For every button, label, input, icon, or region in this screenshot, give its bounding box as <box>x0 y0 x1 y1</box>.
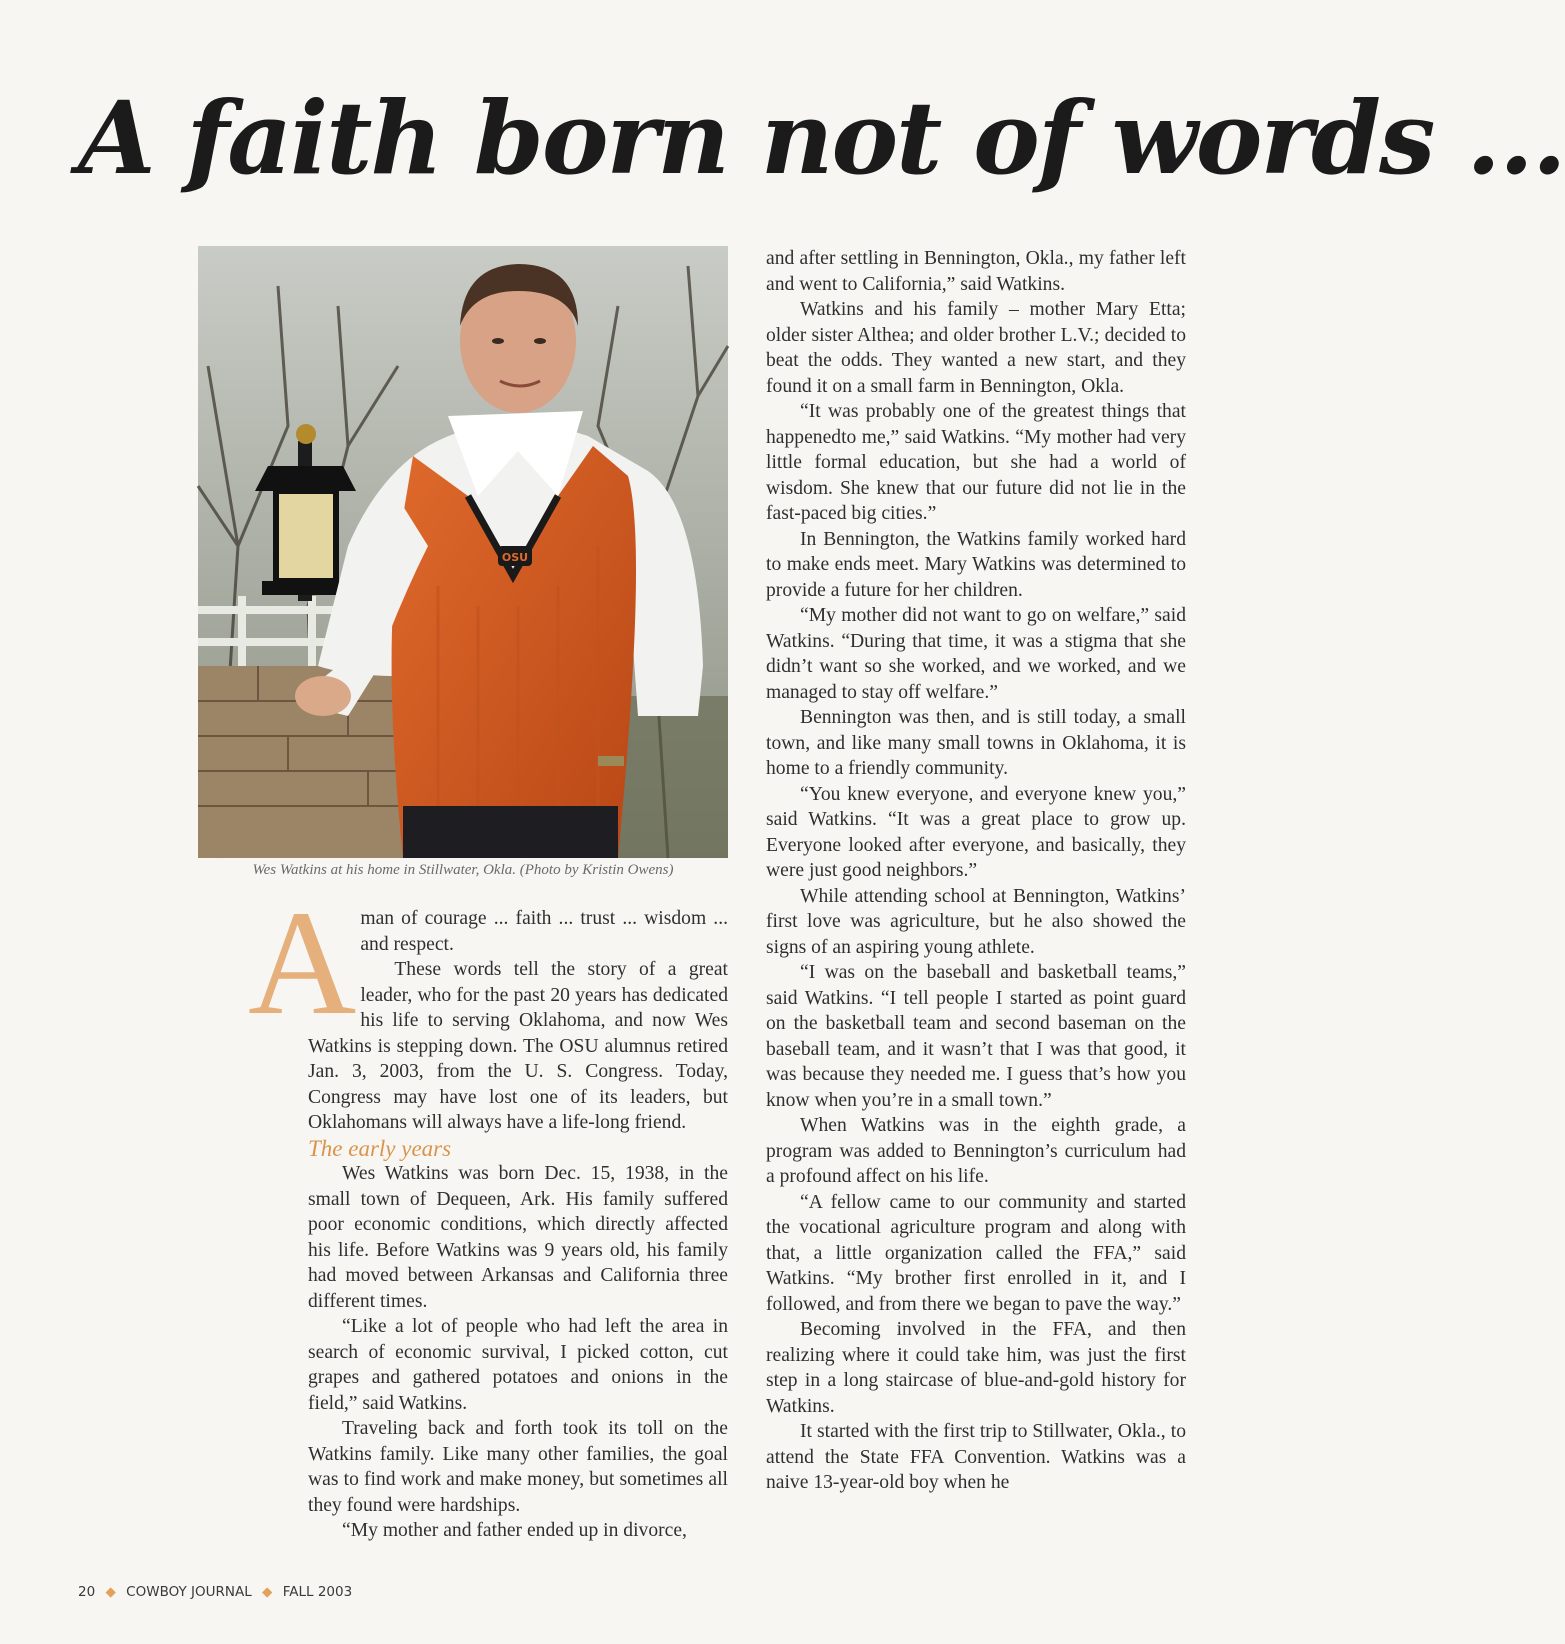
page-number: 20 <box>78 1584 96 1600</box>
body-paragraph: Traveling back and forth took its toll on the Watkins family. Like many other families, the goal was to find work and make money, but sometimes all they found were hardships. <box>308 1418 728 1516</box>
body-paragraph: In Bennington, the Watkins family worked hard to make ends meet. Mary Watkins was determined to provide a future for her children. <box>766 528 1186 601</box>
body-paragraph: Bennington was then, and is still today, a small town, and like many small towns in Oklahoma, it is home to a friendly community. <box>766 707 1186 779</box>
portrait-illustration <box>198 246 728 858</box>
body-paragraph: “My mother and father ended up in divorce, <box>342 1520 687 1541</box>
body-paragraph: “You knew everyone, and everyone knew you,” said Watkins. “It was a great place to grow up. Everyone looked after everyone, and basically, they were just good neighbors.” <box>766 783 1186 881</box>
intro-paragraph: man of courage ... faith ... trust ... wisdom ... and respect. <box>360 908 728 955</box>
vest-logo: OSU <box>501 551 529 564</box>
drop-cap: A <box>248 880 357 1046</box>
body-paragraph: While attending school at Bennington, Watkins’ first love was agriculture, but he also showed the signs of an aspiring young athlete. <box>766 885 1186 958</box>
body-paragraph: It started with the first trip to Stillwater, Okla., to attend the State FFA Convention. Watkins was a naive 13-year-old boy when he <box>766 1421 1186 1493</box>
body-paragraph: Becoming involved in the FFA, and then realizing where it could take him, was just the first step in a long staircase of blue-and-gold history for Watkins. <box>766 1319 1186 1417</box>
intro-block <box>248 880 728 1136</box>
body-paragraph: When Watkins was in the eighth grade, a program was added to Bennington’s curriculum had a profound affect on his life. <box>766 1115 1186 1187</box>
page-footer <box>78 1584 352 1600</box>
intro-paragraph: These words tell the story of a great leader, who for the past 20 years has dedicated his life to serving Oklahoma, and now Wes Watkins is stepping down. The OSU alumnus retired Jan. 3, 2003, from the U. S. Congress. Today, Congress may have lost one of its leaders, but Oklahomans will always have a life-long friend. <box>308 959 728 1133</box>
diamond-separator-icon: ◆ <box>262 1584 273 1600</box>
issue-label: FALL 2003 <box>282 1584 353 1600</box>
diamond-separator-icon: ◆ <box>105 1584 116 1600</box>
publication-name: COWBOY JOURNAL <box>126 1584 252 1600</box>
body-paragraph: “A fellow came to our community and started the vocational agriculture program and along with that, a little organization called the FFA,” said Watkins. “My brother first enrolled in it, and I followed, and from there we began to pave the way.” <box>766 1191 1186 1315</box>
article-column-left <box>248 880 728 1544</box>
article-headline: A faith born not of words ... <box>78 79 1565 197</box>
body-paragraph: and after settling in Bennington, Okla., my father left and went to California,” said Watkins. <box>766 248 1186 295</box>
photo-caption: Wes Watkins at his home in Stillwater, Okla. (Photo by Kristin Owens) <box>252 862 674 878</box>
body-paragraph: “Like a lot of people who had left the area in search of economic survival, I picked cotton, cut grapes and gathered potatoes and onions in the field,” said Watkins. <box>308 1316 728 1414</box>
body-paragraph: “It was probably one of the greatest things that happenedto me,” said Watkins. “My mother had very little formal education, but she had a world of wisdom. She knew that our future did not lie in the fast-paced big cities.” <box>766 401 1186 524</box>
body-paragraph: Watkins and his family – mother Mary Etta; older sister Althea; and older brother L.V.; decided to beat the odds. They wanted a new start, and they found it on a small farm in Bennington, Okla. <box>766 299 1186 397</box>
article-column-right <box>766 246 1186 1496</box>
body-paragraph: “I was on the baseball and basketball teams,” said Watkins. “I tell people I started as point guard on the basketball team and second baseman on the baseball team, and it wasn’t that I was that good, it was because they needed me. I guess that’s how you know when you’re in a small town.” <box>766 962 1186 1111</box>
article-photo <box>198 246 728 858</box>
body-paragraph: Wes Watkins was born Dec. 15, 1938, in the small town of Dequeen, Ark. His family suffered poor economic conditions, which directly affected his life. Before Watkins was 9 years old, his family had moved between Arkansas and California three different times. <box>308 1163 728 1312</box>
body-paragraph: “My mother did not want to go on welfare,” said Watkins. “During that time, it was a stigma that she didn’t want so she worked, and we worked, and we managed to stay off welfare.” <box>766 605 1186 703</box>
section-subhead: The early years <box>308 1135 452 1161</box>
